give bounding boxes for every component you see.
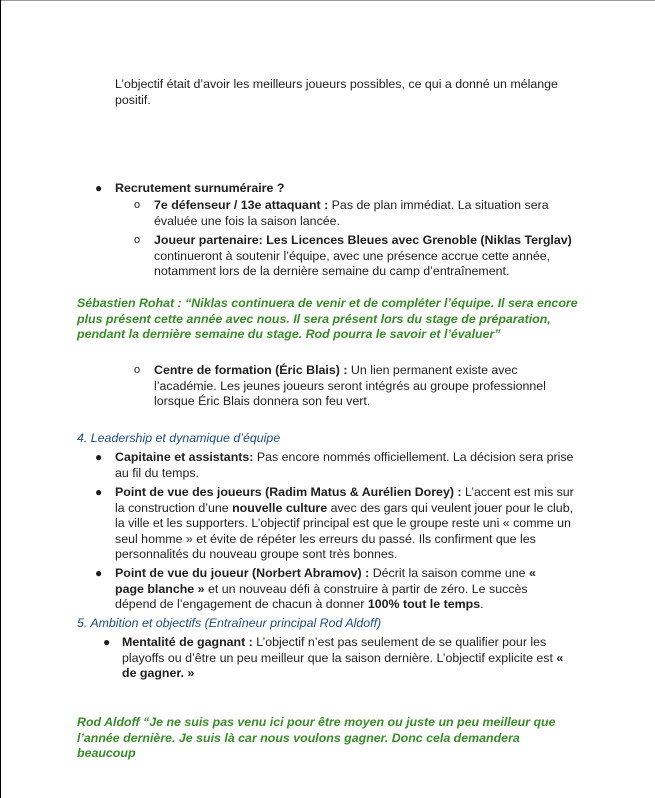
- recrutement-title: Recrutement surnuméraire ?: [115, 181, 285, 195]
- section-5-heading: 5. Ambition et objectifs (Entraîneur principal Rod Aldoff): [77, 616, 382, 630]
- section-4-heading: 4. Leadership et dynamique d’équipe: [77, 431, 281, 445]
- bullet: ●: [103, 635, 111, 649]
- quote-rohat: Sébastien Rohat : “Niklas continuera de venir et de compléter l’équipe. Il sera encore plus présent cette année avec nous. Il sera présent lors du stage de préparation, pendant la dernière semaine du stage. Rod pourra le savoir et l’évaluer”: [77, 296, 578, 342]
- bullet: ●: [95, 485, 103, 499]
- bullet: ●: [95, 566, 103, 580]
- circle-bullet: o: [134, 364, 141, 376]
- recrutement-item-2: Joueur partenaire: Les Licences Bleues avec Grenoble (Niklas Terglav) continueront à soutenir l’équipe, avec une présence accrue cette année, notamment lors de la dernière semaine du camp d’entraînement.: [154, 233, 572, 279]
- mentalite-item: Mentalité de gagnant : L’objectif n’est pas seulement de se qualifier pour les playoffs ou d’être un peu meilleur que la saison dernière. L’objectif explicite est « de gagner. »: [122, 635, 564, 681]
- formation-item: Centre de formation (Éric Blais) : Un lien permanent existe avec l’académie. Les jeunes joueurs seront intégrés au groupe professionnel lorsque Éric Blais donnera son feu vert.: [154, 363, 546, 409]
- circle-bullet: o: [134, 234, 141, 246]
- recrutement-item-1: 7e défenseur / 13e attaquant : Pas de plan immédiat. La situation sera évaluée une fois la saison lancée.: [154, 198, 549, 228]
- intro-paragraph: L’objectif était d’avoir les meilleurs joueurs possibles, ce qui a donné un mélange positif.: [115, 77, 558, 107]
- quote-aldoff: Rod Aldoff “Je ne suis pas venu ici pour être moyen ou juste un peu meilleur que l’année dernière. Je suis là car nous voulons gagner. Donc cela demandera beaucoup: [77, 715, 556, 761]
- page-left-edge: [0, 0, 1, 798]
- bullet: ●: [95, 181, 103, 195]
- capitaine-item: Capitaine et assistants: Pas encore nommés officiellement. La décision sera prise au fil du temps.: [115, 450, 574, 480]
- page-top-edge: [0, 0, 655, 1]
- bullet: ●: [95, 450, 103, 464]
- circle-bullet: o: [134, 199, 141, 211]
- point-de-vue-joueurs: Point de vue des joueurs (Radim Matus & Aurélien Dorey) : L’accent est mis sur la construction d’une nouvelle culture avec des gars qui veulent jouer pour le club, la ville et les supporters. L’objectif principal est que le groupe reste uni « comme un seul homme » et évite de répéter les erreurs du passé. Ils confirment que les personnalités du nouveau groupe sont très bonnes.: [115, 485, 574, 562]
- point-de-vue-joueur: Point de vue du joueur (Norbert Abramov) : Décrit la saison comme une « page blanche » et un nouveau défi à construire à partir de zéro. Le succès dépend de l’engagement de chacun à donner 100% tout le temps.: [115, 566, 536, 612]
